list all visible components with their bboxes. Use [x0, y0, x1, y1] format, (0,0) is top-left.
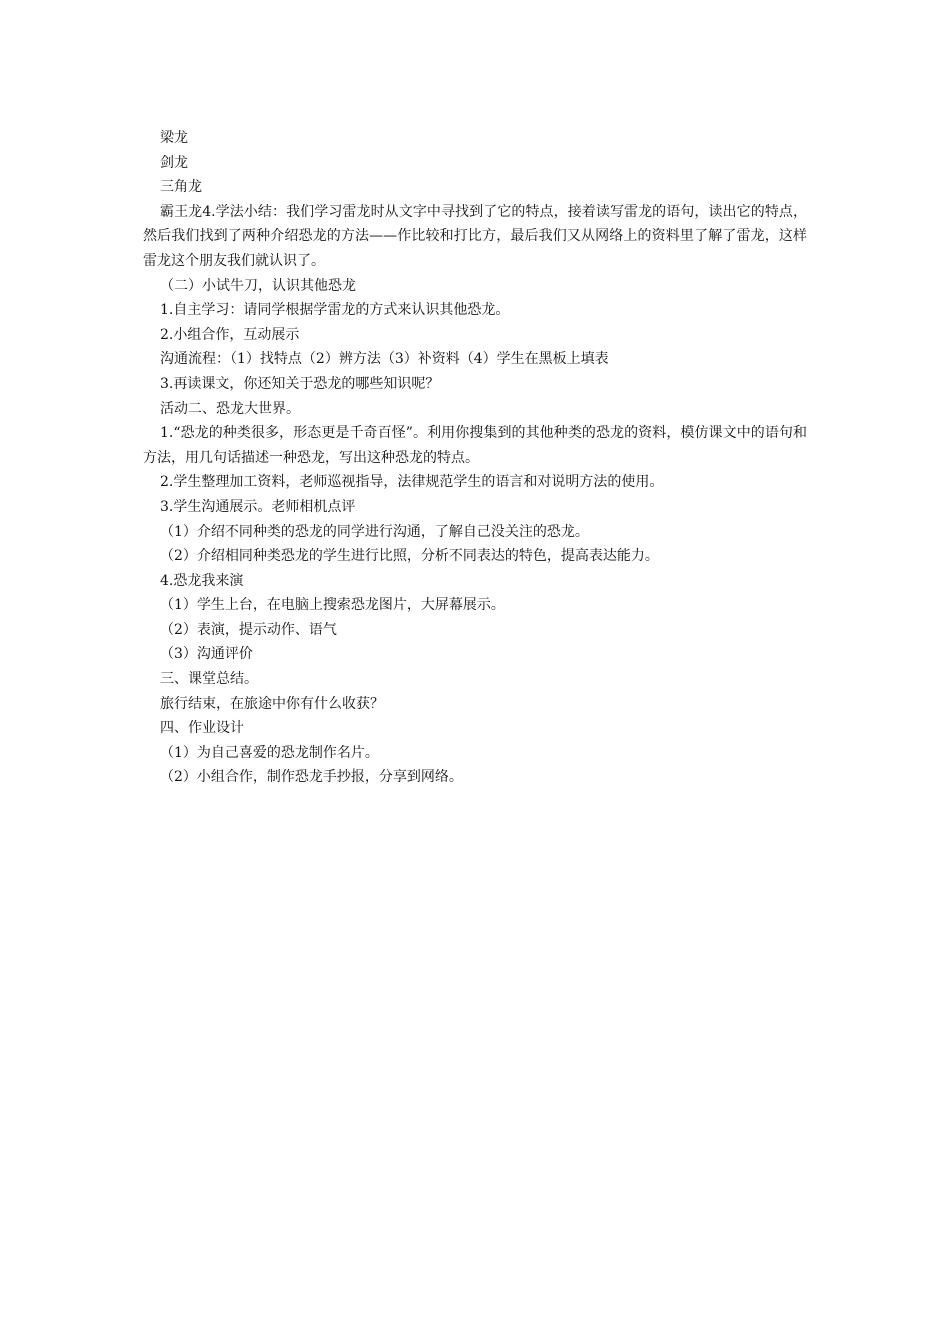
- paragraph-activity-4-3: （3）沟通评价: [160, 646, 253, 663]
- paragraph-process: 沟通流程：（1）找特点（2）辨方法（3）补资料（4）学生在黑板上填表: [160, 351, 609, 368]
- paragraph-self-study: 1.自主学习：请同学根据学雷龙的方式来认识其他恐龙。: [160, 302, 510, 319]
- paragraph-summary: 霸王龙4.学法小结：我们学习雷龙时从文字中寻找到了它的特点，接着读写雷龙的语句，读出它的特点，然后我们找到了两种介绍恐龙的方法——作比较和打比方，最后我们又从网络上的资料里了解了雷龙，这样雷龙这个朋友我们就认识了。: [143, 203, 807, 269]
- paragraph-activity-1: 1.“恐龙的种类很多，形态更是千奇百怪”。利用你搜集到的其他种类的恐龙的资料，模仿课文中的语句和方法，用几句话描述一种恐龙，写出这种恐龙的特点。: [143, 425, 807, 466]
- section-heading-2: （二）小试牛刀，认识其他恐龙: [160, 277, 356, 294]
- paragraph-activity-4: 4.恐龙我来演: [160, 572, 244, 589]
- document-body: [143, 126, 807, 790]
- paragraph-homework-1: （1）为自己喜爱的恐龙制作名片。: [160, 744, 379, 761]
- paragraph-activity-2: 2.学生整理加工资料，老师巡视指导，法律规范学生的语言和对说明方法的使用。: [160, 474, 664, 491]
- paragraph-activity-3: 3.学生沟通展示。老师相机点评: [160, 498, 356, 515]
- section-heading-4: 四、作业设计: [160, 720, 244, 737]
- paragraph-activity-4-2: （2）表演，提示动作、语气: [160, 621, 337, 638]
- paragraph-reflection: 旅行结束，在旅途中你有什么收获？: [160, 695, 384, 712]
- paragraph-activity-3-2: （2）介绍相同种类恐龙的学生进行比照，分析不同表达的特色，提高表达能力。: [160, 548, 659, 565]
- paragraph-reread: 3.再读课文，你还知关于恐龙的哪些知识呢？: [160, 375, 440, 392]
- paragraph-activity-4-1: （1）学生上台，在电脑上搜索恐龙图片，大屏幕展示。: [160, 597, 505, 614]
- paragraph-group-work: 2.小组合作，互动展示: [160, 326, 300, 343]
- paragraph-triceratops: 三角龙: [160, 179, 202, 196]
- paragraph-activity-3-1: （1）介绍不同种类的恐龙的同学进行沟通，了解自己没关注的恐龙。: [160, 523, 589, 540]
- paragraph-stegosaurus: 剑龙: [160, 154, 188, 171]
- paragraph-diplodocus: 梁龙: [160, 130, 188, 146]
- paragraph-homework-2: （2）小组合作，制作恐龙手抄报，分享到网络。: [160, 769, 463, 786]
- section-heading-3: 三、课堂总结。: [160, 671, 258, 688]
- activity-heading: 活动二、恐龙大世界。: [160, 400, 300, 417]
